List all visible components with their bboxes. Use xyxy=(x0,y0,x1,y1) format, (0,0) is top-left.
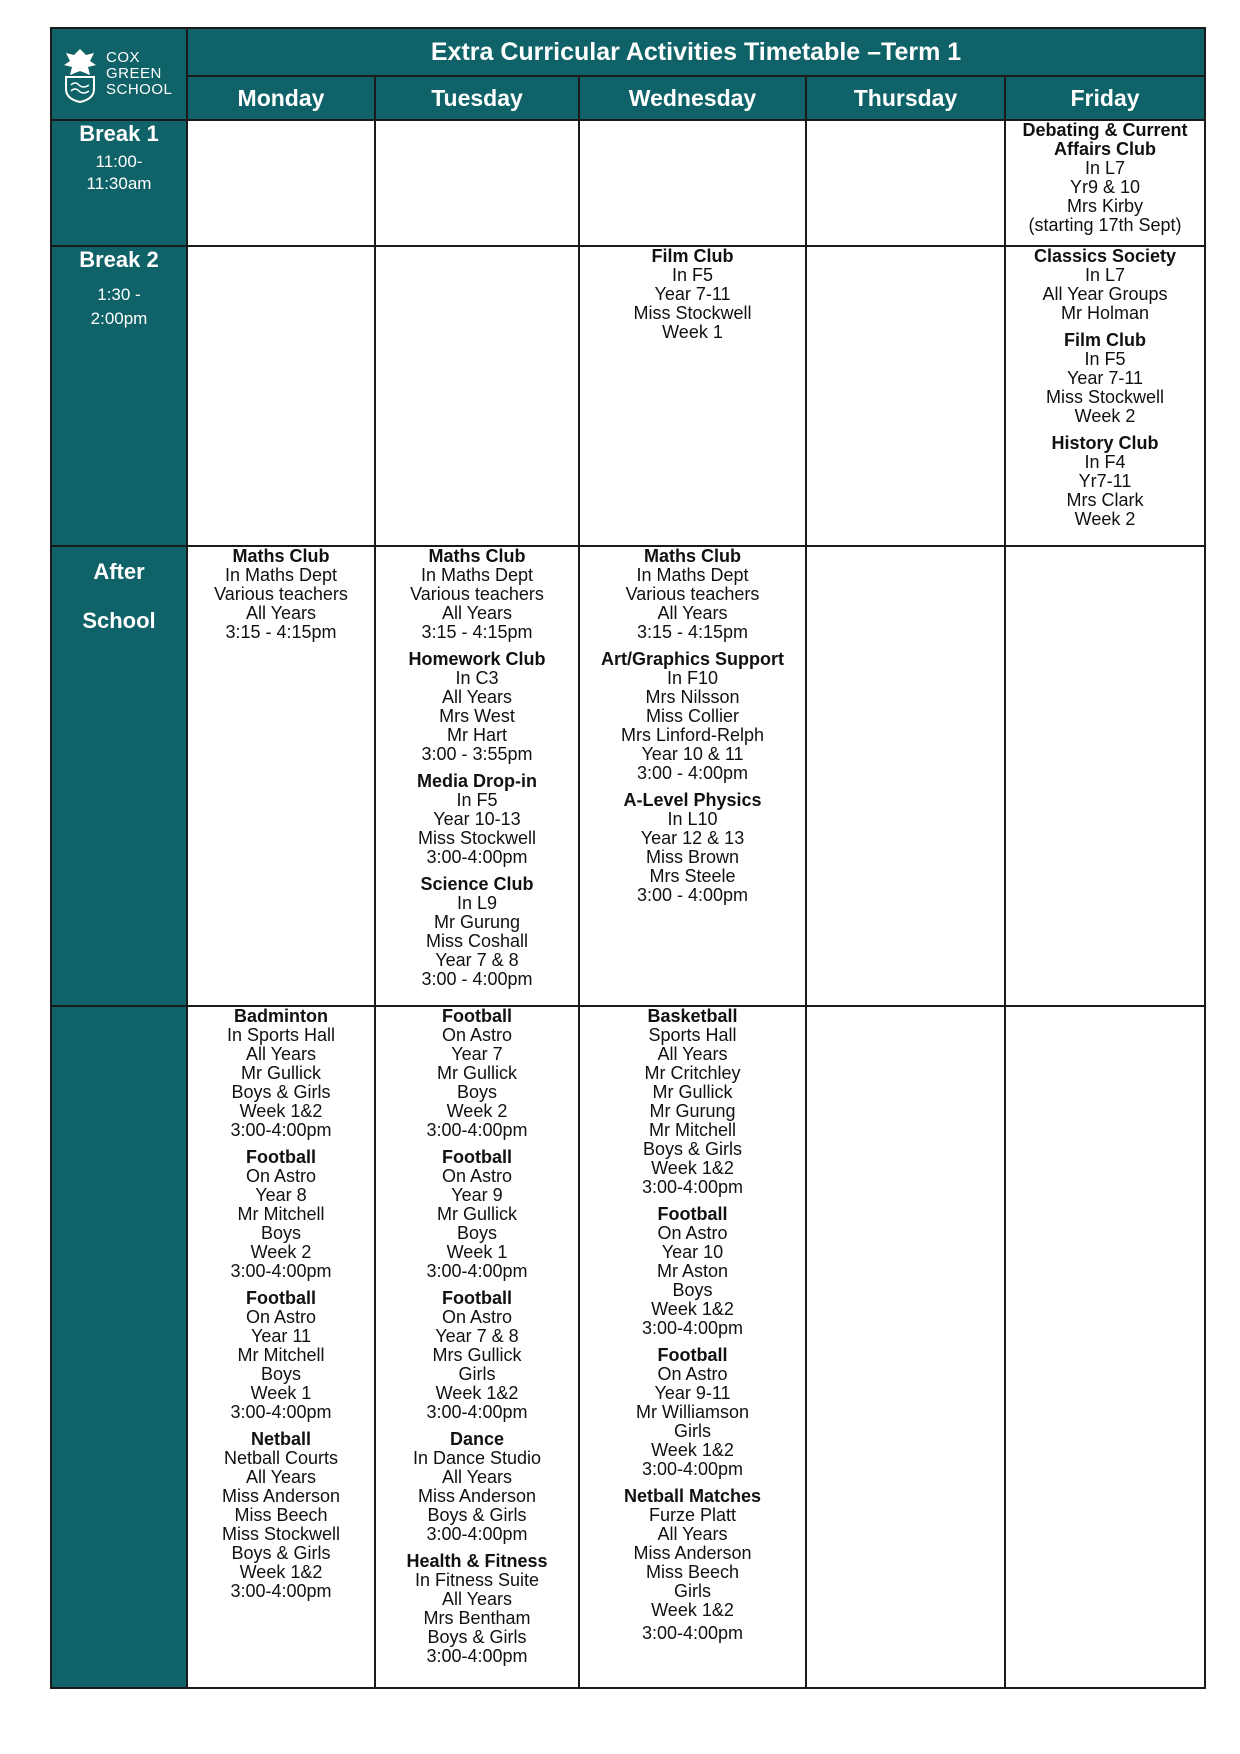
cell-monday xyxy=(187,120,375,246)
activity-detail: Mrs Steele xyxy=(649,866,736,886)
activity-detail: Year 7 xyxy=(451,1044,503,1064)
activity-detail: Year 11 xyxy=(250,1326,312,1346)
activity-detail: Mr Gullick xyxy=(241,1063,321,1083)
activity-detail: Miss Coshall xyxy=(425,931,529,951)
activity-detail: 3:00-4:00pm xyxy=(426,1261,528,1281)
activity-detail: Week 2 xyxy=(250,1242,312,1262)
activity-name: Football xyxy=(657,1204,728,1224)
day-header-friday: Friday xyxy=(1005,76,1205,120)
school-logo xyxy=(51,28,187,120)
activity-block xyxy=(1006,331,1204,426)
cell-monday xyxy=(187,1006,375,1688)
activity-detail: Week 1&2 xyxy=(239,1562,323,1582)
activity-name: History Club xyxy=(1051,433,1159,453)
activity-detail: Various teachers xyxy=(625,584,760,604)
activity-detail: 3:15 - 4:15pm xyxy=(421,622,533,642)
activity-name: Football xyxy=(442,1006,512,1026)
day-header-monday: Monday xyxy=(187,76,375,120)
activity-detail: All Year Groups xyxy=(1042,284,1168,304)
activity-detail: 3:00-4:00pm xyxy=(230,1402,332,1422)
activity-block xyxy=(580,791,805,905)
activity-detail: In F5 xyxy=(456,790,498,810)
activity-detail: Mr Mitchell xyxy=(237,1204,325,1224)
activity-block xyxy=(1006,434,1204,529)
activity-detail: Boys xyxy=(456,1082,498,1102)
activity-block xyxy=(376,547,578,642)
activity-detail: Year 12 & 13 xyxy=(640,828,745,848)
activity-detail: Week 1 xyxy=(446,1242,508,1262)
activity-name: Football xyxy=(442,1288,512,1308)
activity-detail: Week 1&2 xyxy=(435,1383,519,1403)
activity-name: A-Level Physics xyxy=(623,790,762,810)
activity-detail: Boys & Girls xyxy=(642,1139,743,1159)
row-header: Break 2 1:30 - 2:00pm xyxy=(51,246,187,546)
activity-detail: Year 7 & 8 xyxy=(435,950,519,970)
activity-name: Football xyxy=(246,1288,316,1308)
activity-detail: Miss Stockwell xyxy=(417,828,537,848)
activity-detail: In Fitness Suite xyxy=(414,1570,540,1590)
activity-detail: Week 2 xyxy=(446,1101,508,1121)
cell-monday xyxy=(187,546,375,1006)
activity-detail: In L10 xyxy=(667,809,718,829)
activity-detail: In Maths Dept xyxy=(224,565,338,585)
activity-detail: 3:00-4:00pm xyxy=(426,1524,528,1544)
activity-detail: Mr Gurung xyxy=(649,1101,736,1121)
activity-detail: Year 10 xyxy=(661,1242,724,1262)
day-header-wednesday: Wednesday xyxy=(579,76,806,120)
activity-detail: Miss Stockwell xyxy=(221,1524,341,1544)
activity-detail: Various teachers xyxy=(214,584,348,604)
activity-detail: Mr Williamson xyxy=(635,1402,749,1422)
activity-detail: Mrs West xyxy=(439,706,515,726)
activity-detail: In Dance Studio xyxy=(412,1448,542,1468)
activity-detail: In Sports Hall xyxy=(226,1025,336,1045)
activity-block xyxy=(376,1552,578,1666)
activity-detail: Week 1&2 xyxy=(651,1600,734,1620)
activity-name: Classics Society xyxy=(1033,246,1177,266)
cell-wednesday xyxy=(579,246,806,546)
activity-detail: In F5 xyxy=(1084,349,1126,369)
activity-detail: Various teachers xyxy=(410,584,544,604)
activity-detail: Boys xyxy=(260,1223,302,1243)
cell-thursday xyxy=(806,246,1005,546)
timetable xyxy=(50,27,1206,1689)
activity-block xyxy=(580,247,805,342)
activity-detail: Boys xyxy=(456,1223,498,1243)
activity-detail: Mr Hart xyxy=(447,725,507,745)
activity-detail: On Astro xyxy=(245,1166,317,1186)
school-name: COX GREEN SCHOOL xyxy=(106,49,173,98)
activity-block xyxy=(580,1007,805,1197)
activity-detail: Mr Holman xyxy=(1061,303,1150,323)
activity-detail: All Years xyxy=(657,603,728,623)
activity-detail: 3:00 - 3:55pm xyxy=(421,744,533,764)
activity-detail: Year 7-11 xyxy=(1066,368,1144,388)
activity-detail: Boys xyxy=(672,1280,713,1300)
activity-detail: Mrs Linford-Relph xyxy=(620,725,765,745)
activity-detail: In C3 xyxy=(455,668,499,688)
cell-wednesday xyxy=(579,546,806,1006)
activity-detail: Girls xyxy=(674,1421,711,1441)
activity-detail: Week 1&2 xyxy=(651,1440,734,1460)
activity-detail: Week 1&2 xyxy=(239,1101,323,1121)
row-header: Break 1 11:00- 11:30am xyxy=(51,120,187,246)
activity-detail: 3:00-4:00pm xyxy=(641,1459,744,1479)
activity-block xyxy=(188,547,374,642)
activity-detail: Week 1 xyxy=(250,1383,312,1403)
cell-tuesday xyxy=(375,246,579,546)
activity-name: Football xyxy=(246,1147,316,1167)
cell-friday xyxy=(1005,546,1205,1006)
cell-wednesday xyxy=(579,1006,806,1688)
activity-detail: Miss Brown xyxy=(645,847,739,867)
activity-detail: Year 8 xyxy=(255,1185,307,1205)
activity-detail: 3:00 - 4:00pm xyxy=(421,969,533,989)
activity-block xyxy=(376,650,578,764)
activity-detail: Mrs Clark xyxy=(1066,490,1144,510)
activity-detail: 3:15 - 4:15pm xyxy=(636,622,749,642)
activity-detail: Miss Anderson xyxy=(417,1486,537,1506)
activity-detail: Boys & Girls xyxy=(427,1627,527,1647)
activity-name: Netball Matches xyxy=(623,1486,762,1506)
activity-name: Affairs Club xyxy=(1054,139,1157,159)
activity-name: Health & Fitness xyxy=(406,1551,548,1571)
activity-detail: All Years xyxy=(441,603,513,623)
activity-detail: Miss Collier xyxy=(645,706,739,726)
cell-tuesday xyxy=(375,1006,579,1688)
activity-detail: 3:00-4:00pm xyxy=(641,1318,744,1338)
activity-block xyxy=(376,772,578,867)
cell-monday xyxy=(187,246,375,546)
activity-detail: All Years xyxy=(657,1524,728,1544)
activity-detail: In L7 xyxy=(1085,158,1126,178)
activity-block xyxy=(580,650,805,783)
activity-detail: Girls xyxy=(674,1581,711,1601)
activity-name: Basketball xyxy=(647,1006,738,1026)
activity-name: Netball xyxy=(250,1429,311,1449)
row-header xyxy=(51,1006,187,1688)
cell-friday xyxy=(1005,1006,1205,1688)
activity-detail: Mrs Kirby xyxy=(1067,196,1144,216)
activity-detail: 3:00-4:00pm xyxy=(230,1581,332,1601)
activity-detail: Year 9 xyxy=(451,1185,503,1205)
cell-friday xyxy=(1005,246,1205,546)
activity-detail: In Maths Dept xyxy=(636,565,749,585)
activity-block xyxy=(1006,121,1204,235)
activity-detail: 3:00-4:00pm xyxy=(230,1261,332,1281)
activity-detail: Girls xyxy=(458,1364,496,1384)
activity-detail: Boys & Girls xyxy=(231,1543,331,1563)
activity-detail: In Maths Dept xyxy=(420,565,534,585)
activity-detail: Year 9-11 xyxy=(654,1383,731,1403)
activity-detail: Mr Gurung xyxy=(433,912,521,932)
activity-block xyxy=(580,1346,805,1479)
cell-thursday xyxy=(806,1006,1005,1688)
activity-detail: Mr Gullick xyxy=(437,1204,517,1224)
activity-detail: Boys & Girls xyxy=(231,1082,331,1102)
activity-detail: Boys xyxy=(260,1364,302,1384)
activity-detail: Mr Critchley xyxy=(644,1063,741,1083)
activity-name: Maths Club xyxy=(232,546,330,566)
activity-detail: Netball Courts xyxy=(223,1448,339,1468)
activity-block xyxy=(580,1487,805,1643)
activity-detail: In L9 xyxy=(456,893,498,913)
row-after-school xyxy=(51,546,1205,1006)
activity-detail: All Years xyxy=(441,1589,513,1609)
activity-detail: On Astro xyxy=(441,1025,513,1045)
activity-detail: 3:00-4:00pm xyxy=(426,1646,528,1666)
activity-detail: Year 10-13 xyxy=(433,809,521,829)
activity-block xyxy=(376,875,578,989)
activity-detail: Yr7-11 xyxy=(1078,471,1132,491)
activity-block xyxy=(188,1148,374,1281)
row-after-school-sports xyxy=(51,1006,1205,1688)
day-header-tuesday: Tuesday xyxy=(375,76,579,120)
activity-detail: 3:00-4:00pm xyxy=(426,847,528,867)
activity-detail: Miss Beech xyxy=(234,1505,328,1525)
activity-detail: Week 1 xyxy=(662,322,723,342)
cell-tuesday xyxy=(375,546,579,1006)
activity-detail: 3:00-4:00pm xyxy=(426,1402,528,1422)
cell-wednesday xyxy=(579,120,806,246)
activity-name: Football xyxy=(657,1345,728,1365)
activity-detail: Year 10 & 11 xyxy=(641,744,744,764)
activity-detail: On Astro xyxy=(441,1307,513,1327)
activity-detail: In F10 xyxy=(666,668,719,688)
activity-detail: Furze Platt xyxy=(648,1505,737,1525)
activity-detail: All Years xyxy=(245,603,317,623)
activity-name: Media Drop-in xyxy=(417,771,537,791)
activity-detail: Miss Stockwell xyxy=(633,303,752,323)
activity-detail: Miss Stockwell xyxy=(1046,387,1165,407)
activity-detail: Boys & Girls xyxy=(427,1505,527,1525)
activity-detail: Miss Beech xyxy=(645,1562,740,1582)
activity-detail: Year 7 & 8 xyxy=(435,1326,519,1346)
activity-detail: All Years xyxy=(245,1044,317,1064)
activity-detail: All Years xyxy=(441,687,513,707)
activity-detail: Mr Gullick xyxy=(652,1082,733,1102)
activity-detail: In F5 xyxy=(671,265,714,285)
activity-detail: 3:00-4:00pm xyxy=(230,1120,332,1140)
activity-block xyxy=(376,1289,578,1422)
activity-detail: Mr Mitchell xyxy=(648,1120,736,1140)
activity-detail: Mrs Bentham xyxy=(423,1608,531,1628)
activity-detail: 3:00-4:00pm xyxy=(426,1120,528,1140)
activity-block xyxy=(1006,247,1204,323)
activity-detail: All Years xyxy=(245,1467,317,1487)
activity-block xyxy=(188,1430,374,1601)
activity-name: Football xyxy=(442,1147,512,1167)
activity-detail: Mr Mitchell xyxy=(237,1345,325,1365)
activity-name: Art/Graphics Support xyxy=(600,649,784,669)
activity-detail: Mrs Gullick xyxy=(432,1345,522,1365)
activity-detail: 3:15 - 4:15pm xyxy=(225,622,337,642)
activity-detail: 3:00-4:00pm xyxy=(641,1177,744,1197)
activity-detail: On Astro xyxy=(657,1223,728,1243)
activity-block xyxy=(376,1007,578,1140)
activity-name: Debating & Current xyxy=(1022,120,1188,140)
activity-detail: Sports Hall xyxy=(648,1025,737,1045)
activity-detail: Miss Anderson xyxy=(221,1486,341,1506)
activity-detail: On Astro xyxy=(441,1166,513,1186)
cell-friday xyxy=(1005,120,1205,246)
activity-block xyxy=(376,1148,578,1281)
activity-detail: In L7 xyxy=(1085,265,1126,285)
activity-detail: Mr Aston xyxy=(656,1261,729,1281)
activity-detail: 3:00 - 4:00pm xyxy=(636,885,749,905)
activity-detail: On Astro xyxy=(657,1364,728,1384)
activity-block xyxy=(580,1205,805,1338)
activity-name: Science Club xyxy=(420,874,534,894)
activity-block xyxy=(188,1289,374,1422)
activity-detail: Year 7-11 xyxy=(654,284,731,304)
school-crest-icon xyxy=(60,45,100,103)
activity-detail: Yr9 & 10 xyxy=(1070,177,1141,197)
activity-name: Film Club xyxy=(651,246,734,266)
activity-detail: Week 1&2 xyxy=(651,1299,734,1319)
cell-thursday xyxy=(806,546,1005,1006)
day-header-thursday: Thursday xyxy=(806,76,1005,120)
activity-detail: Week 2 xyxy=(1074,509,1136,529)
activity-name: Homework Club xyxy=(408,649,546,669)
activity-block xyxy=(580,547,805,642)
activity-block xyxy=(188,1007,374,1140)
row-break-2 xyxy=(51,246,1205,546)
activity-detail: Week 2 xyxy=(1074,406,1136,426)
activity-name: Maths Club xyxy=(428,546,526,566)
activity-detail: (starting 17th Sept) xyxy=(1028,215,1182,235)
row-header: After School xyxy=(51,546,187,1006)
activity-detail: On Astro xyxy=(245,1307,317,1327)
activity-detail: Week 1&2 xyxy=(651,1158,734,1178)
activity-name: Dance xyxy=(449,1429,505,1449)
activity-detail: Mr Gullick xyxy=(437,1063,517,1083)
page-title: Extra Curricular Activities Timetable –Term 1 xyxy=(187,28,1205,76)
activity-name: Film Club xyxy=(1064,330,1147,350)
cell-tuesday xyxy=(375,120,579,246)
row-break-1 xyxy=(51,120,1205,246)
activity-detail: Miss Anderson xyxy=(633,1543,752,1563)
activity-detail: 3:00 - 4:00pm xyxy=(636,763,749,783)
activity-detail: In F4 xyxy=(1084,452,1126,472)
timetable-page xyxy=(50,27,1204,1705)
activity-detail: All Years xyxy=(657,1044,728,1064)
activity-name: Maths Club xyxy=(644,546,741,566)
activity-name: Badminton xyxy=(234,1006,328,1026)
activity-detail: All Years xyxy=(441,1467,513,1487)
activity-detail: Mrs Nilsson xyxy=(645,687,740,707)
activity-detail: 3:00-4:00pm xyxy=(641,1623,744,1643)
cell-thursday xyxy=(806,120,1005,246)
activity-block xyxy=(376,1430,578,1544)
